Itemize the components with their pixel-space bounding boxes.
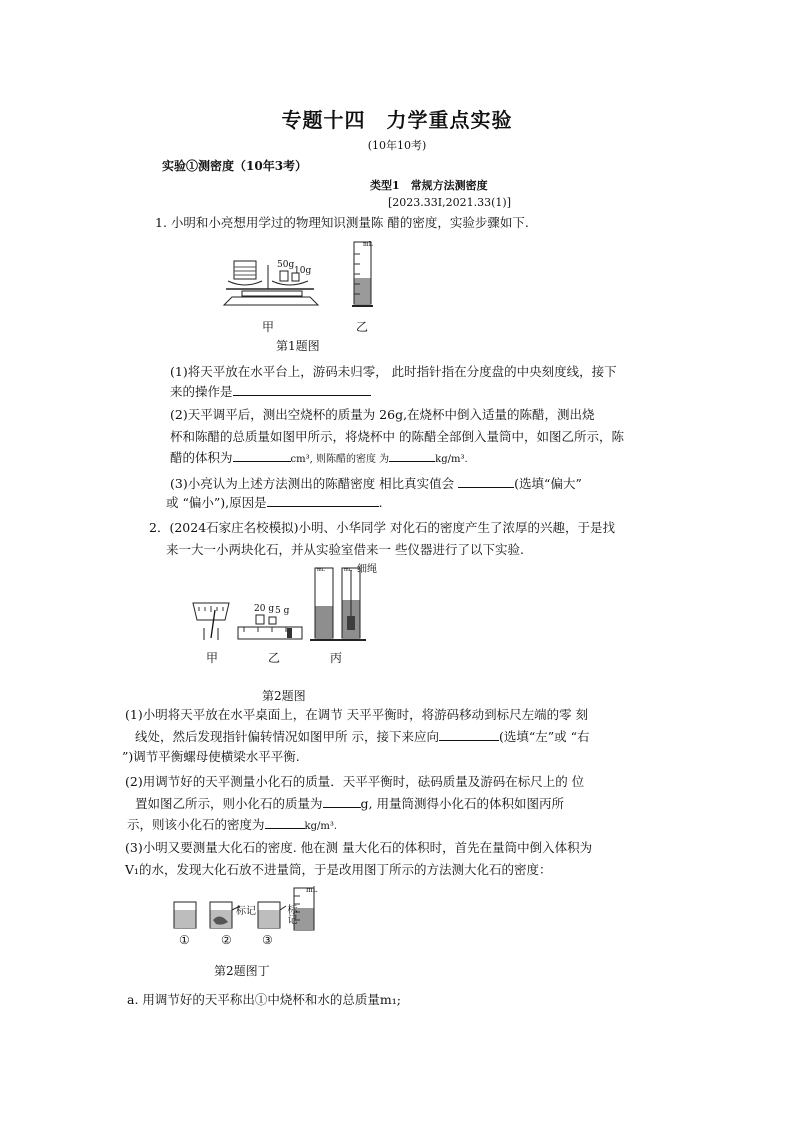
q2-cylinder1-unit: mL (317, 567, 326, 573)
q1-weight-50g: 50g (277, 260, 295, 270)
q2-fig-label-a: 甲 (206, 651, 219, 665)
q2-fig-d-label-2: ② (221, 933, 232, 947)
q1-fig-right-label: 乙 (356, 320, 369, 334)
q2-weight-20g: 20 g (254, 604, 275, 614)
q1-part2-line1: (2)天平调平后，测出空烧杯的质量为 26g,在烧杯中倒入适量的陈醋，测出烧 (170, 407, 595, 422)
q2-mark-label-3: 标记 (285, 904, 296, 924)
q2-direction-blank[interactable] (439, 726, 499, 741)
q2-mark-label-2: 标记 (236, 906, 256, 917)
q1-stem: 1. 小明和小亮想用学过的物理知识测量陈 醋的密度，实验步骤如下. (155, 215, 529, 230)
q2-part1-text-a: 线处，然后发现指针偏转情况如图甲所 示，接下来应向 (135, 729, 439, 744)
experiment-heading: 实验①测密度（10年3考） (162, 159, 308, 173)
q1-volume-blank[interactable] (233, 447, 291, 462)
q2-fig-d-caption: 第2题图丁 (214, 964, 270, 978)
q1-part3-text-c: 或 “偏小”),原因是 (166, 495, 267, 510)
q1-figure-cylinder (352, 240, 374, 310)
q2-stem-line2: 来一大一小两块化石，并从实验室借来一 些仪器进行了以下实验. (166, 542, 524, 557)
q1-part3-end: . (378, 495, 383, 510)
q1-density-blank[interactable] (389, 447, 435, 462)
q2-fig-d-cylinder-unit: mL (306, 886, 318, 894)
type-heading: 类型1 常规方法测密度 (370, 179, 488, 192)
q2-stem-line1: 2．(2024石家庄名校模拟)小明、小华同学 对化石的密度产生了浓厚的兴趣，于是找 (149, 520, 615, 535)
q1-part1-blank[interactable] (233, 381, 371, 396)
q1-cylinder-unit: mL (363, 241, 373, 248)
q1-reason-blank[interactable] (267, 492, 379, 507)
type-reference: [2023.33I,2021.33(1)] (388, 196, 511, 209)
q2-cylinder2-unit: mL (344, 567, 353, 573)
q2-part2-line3 (127, 814, 337, 838)
q2-part3-line2: V₁的水，发现大化石放不进量筒，于是改用图丁所示的方法测大化石的密度： (125, 862, 552, 877)
q1-part1-text: 来的操作是 (170, 384, 233, 399)
q2-fig-caption: 第2题图 (262, 689, 306, 703)
q2-part2-text-a: 置如图乙所示，则小化石的质量为 (135, 796, 323, 811)
q1-part2-unit: kg/m³. (435, 454, 468, 465)
q2-density-blank[interactable] (265, 814, 305, 829)
q2-part2-unit: kg/m³. (304, 821, 338, 832)
q2-figure-pointer-dial (190, 598, 232, 643)
q2-part1-line3: ”)调节平衡螺母使横梁水平平衡. (122, 749, 300, 764)
q1-part3-line2 (166, 492, 383, 514)
q1-part3-text-b: (选填“偏大” (514, 476, 582, 491)
q2-fig-label-b: 乙 (268, 651, 281, 665)
page-subtitle: (10年10考) (367, 139, 427, 152)
q2-fig-d-label-3: ③ (262, 933, 273, 947)
page-title: 专题十四 力学重点实验 (281, 108, 513, 132)
q2-part2-line2 (135, 793, 564, 815)
q1-fig-caption: 第1题图 (276, 339, 320, 353)
q1-part1-line1: (1)将天平放在水平台上，游码未归零， 此时指针指在分度盘的中央刻度线，接下 (170, 364, 617, 379)
q2-mass-blank[interactable] (323, 793, 361, 808)
q1-part2-line2: 杯和陈醋的总质量如图甲所示，将烧杯中 的陈醋全部倒入量筒中，如图乙所示，陈 (170, 429, 624, 444)
q2-fig-label-c: 丙 (330, 651, 343, 665)
q1-part2-text-b: cm³, 则陈醋的密度 为 (290, 454, 390, 465)
q2-part2-text-c: 示，则该小化石的密度为 (127, 817, 265, 832)
q1-figure-balance (222, 243, 334, 308)
q2-weight-5g: 5 g (275, 606, 290, 616)
q2-part2-line1: (2)用调节好的天平测量小化石的质量．天平平衡时，砝码质量及游码在标尺上的 位 (125, 774, 585, 789)
q1-part1-line2 (170, 381, 371, 403)
q2-part1-line2 (135, 726, 590, 748)
q2-part2-text-b: g, 用量筒测得小化石的体积如图丙所 (360, 796, 564, 811)
q1-compare-blank[interactable] (458, 473, 514, 488)
q1-fig-left-label: 甲 (262, 320, 275, 334)
q1-part2-line3 (170, 447, 468, 471)
q2-part1-line1: (1)小明将天平放在水平桌面上，在调节 天平平衡时，将游码移动到标尺左端的零 刻 (125, 707, 589, 722)
q1-weight-10g: 10g (294, 266, 312, 276)
q2-step-a: a. 用调节好的天平称出①中烧杯和水的总质量m₁; (127, 992, 401, 1007)
q1-part3-text-a: (3)小亮认为上述方法测出的陈醋密度 相比真实值会 (170, 476, 455, 491)
q1-part2-text-a: 醋的体积为 (170, 450, 233, 465)
q2-rope-label: 细绳 (357, 564, 377, 575)
q2-fig-d-label-1: ① (179, 933, 190, 947)
q2-part1-text-b: (选填“左”或 “右 (498, 729, 590, 744)
q2-part3-line1: (3)小明又要测量大化石的密度. 他在测 量大化石的体积时，首先在量筒中倒入体积为 (125, 840, 593, 855)
